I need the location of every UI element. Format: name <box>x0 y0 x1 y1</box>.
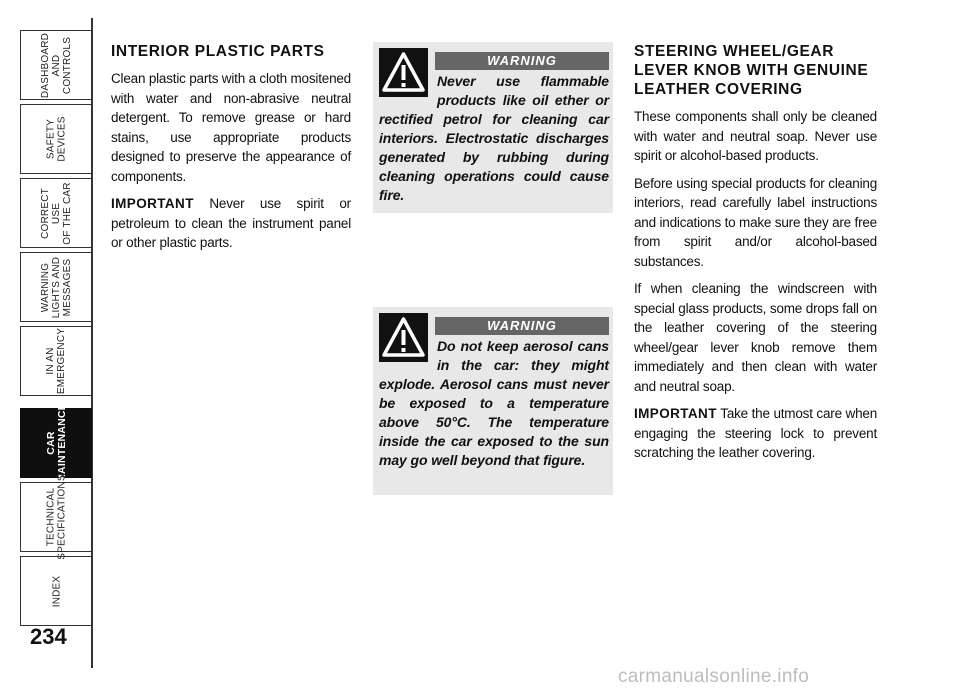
interior-plastic-section <box>111 42 351 261</box>
important-note <box>634 404 877 463</box>
warning-text: Never use flammable products like oil ether or rectified petrol for cleaning car interiors. Electrostatic discharges generated by rubbing during cleaning operations could cause fire. <box>379 73 609 203</box>
important-text: Never use spirit or petroleum to clean the instrument panel or other plastic parts. <box>111 196 351 250</box>
body-paragraph: If when cleaning the windscreen with special glass products, some drops fall on the leather covering of the steering wheel/gear lever knob remove them immediately and then clean with water and neutral soap. <box>634 281 877 394</box>
tab-warning-lights[interactable] <box>20 252 92 322</box>
warning-header: WARNING <box>435 52 609 70</box>
body-paragraph: These components shall only be cleaned with water and neutral soap. Never use spirit or alcohol-based products. <box>634 109 877 163</box>
tab-car-maintenance[interactable] <box>20 403 92 483</box>
tab-label: TECHNICAL SPECIFICATIONS <box>45 474 68 560</box>
tab-dashboard-and-controls[interactable] <box>20 30 92 100</box>
important-text: Take the utmost care when engaging the steering lock to prevent scratching the leather covering. <box>634 406 877 460</box>
tab-index[interactable] <box>20 556 92 626</box>
tab-label: CAR MAINTENANCE <box>44 403 68 483</box>
important-label: IMPORTANT <box>111 196 194 211</box>
tab-technical-specifications[interactable] <box>20 474 92 560</box>
leather-covering-section <box>634 42 877 471</box>
warning-text: Do not keep aerosol cans in the car: they might explode. Aerosol cans must never be exposed to a temperature above 50°C. The temperature inside the car exposed to the sun may go well beyond that figure. <box>379 338 609 468</box>
tab-label: IN AN EMERGENCY <box>45 327 68 395</box>
important-label: IMPORTANT <box>634 406 717 421</box>
body-paragraph: Clean plastic parts with a cloth mositened with water and non-abrasive neutral detergent. To remove grease or hard stains, use appropriate products designed to preserve the appearance of components. <box>111 71 351 184</box>
tab-label: CORRECT USE OF THE CAR <box>40 181 73 245</box>
tab-label: INDEX <box>51 575 62 607</box>
tab-safety-devices[interactable] <box>20 104 92 174</box>
watermark: carmanualsonline.info <box>618 666 810 687</box>
body-paragraph: Before using special products for cleaning interiors, read carefully label instructions and indications to make sure they are free from spirit and/or alcohol-based substances. <box>634 175 877 269</box>
warning-box-aerosol <box>373 307 613 495</box>
tab-correct-use[interactable] <box>20 178 92 248</box>
important-note <box>111 194 351 253</box>
tab-label: DASHBOARD AND CONTROLS <box>40 32 73 98</box>
warning-header: WARNING <box>435 317 609 335</box>
section-title: INTERIOR PLASTIC PARTS <box>111 43 325 60</box>
page-number: 234 <box>30 624 67 649</box>
tab-label: WARNING LIGHTS AND MESSAGES <box>40 256 73 318</box>
warning-box-flammable <box>373 42 613 213</box>
section-title: STEERING WHEEL/GEAR LEVER KNOB WITH GENUINE LEATHER COVERING <box>634 43 869 98</box>
tab-label: SAFETY DEVICES <box>45 116 68 162</box>
tab-in-an-emergency[interactable] <box>20 326 92 396</box>
